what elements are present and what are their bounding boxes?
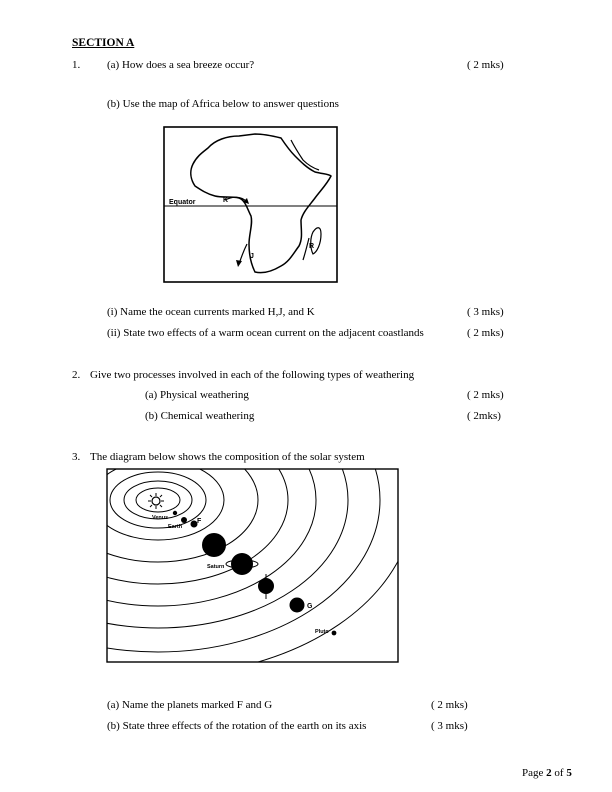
label-saturn: Saturn — [207, 564, 225, 570]
planet-saturn — [231, 553, 253, 575]
label-g: G — [307, 603, 313, 610]
label-pluto: Pluto — [315, 629, 329, 635]
label-f: F — [197, 518, 202, 525]
page-label: Page — [522, 767, 544, 779]
q1b-text: (b) Use the map of Africa below to answer questions — [107, 98, 339, 110]
q1i-marks: ( 3 mks) — [467, 306, 504, 318]
q2b-marks: ( 2mks) — [467, 410, 501, 422]
q1i-text: (i) Name the ocean currents marked H,J, and K — [107, 306, 315, 318]
page-of-label: of — [554, 767, 564, 779]
planet-jupiter — [202, 533, 226, 557]
planet-earth — [181, 517, 187, 523]
label-j: J — [250, 253, 254, 260]
section-title: SECTION A — [72, 37, 135, 49]
solar-system-diagram — [106, 468, 400, 664]
q3b-marks: ( 3 mks) — [431, 720, 468, 732]
q1ii-text: (ii) State two effects of a warm ocean current on the adjacent coastlands — [107, 327, 424, 339]
q2-text: Give two processes involved in each of the following types of weathering — [90, 369, 415, 381]
q2a-marks: ( 2 mks) — [467, 389, 504, 401]
label-k: K — [223, 197, 229, 204]
q3a-marks: ( 2 mks) — [431, 699, 468, 711]
q2a-text: (a) Physical weathering — [145, 389, 249, 401]
planet-pluto — [332, 631, 337, 636]
q1a-marks: ( 2 mks) — [467, 59, 504, 71]
page-current: 2 — [546, 767, 552, 779]
label-earth: Earth — [168, 524, 183, 530]
q1ii-marks: ( 2 mks) — [467, 327, 504, 339]
label-r: R — [309, 243, 315, 250]
page-total: 5 — [566, 767, 572, 779]
q1a-text: (a) How does a sea breeze occur? — [107, 59, 255, 71]
q3-number: 3. — [72, 451, 81, 463]
q3b-text: (b) State three effects of the rotation of the earth on its axis — [107, 720, 367, 732]
page-number — [522, 767, 572, 779]
equator-label: Equator — [169, 199, 196, 206]
q2-number: 2. — [72, 369, 81, 381]
planet-g — [290, 598, 305, 613]
q3-text: The diagram below shows the composition of the solar system — [90, 451, 365, 463]
q2b-text: (b) Chemical weathering — [145, 410, 255, 422]
q1-number: 1. — [72, 59, 81, 71]
label-venus: Venus — [152, 515, 169, 521]
africa-map — [163, 126, 339, 284]
q3a-text: (a) Name the planets marked F and G — [107, 699, 273, 711]
planet-venus — [173, 511, 177, 515]
